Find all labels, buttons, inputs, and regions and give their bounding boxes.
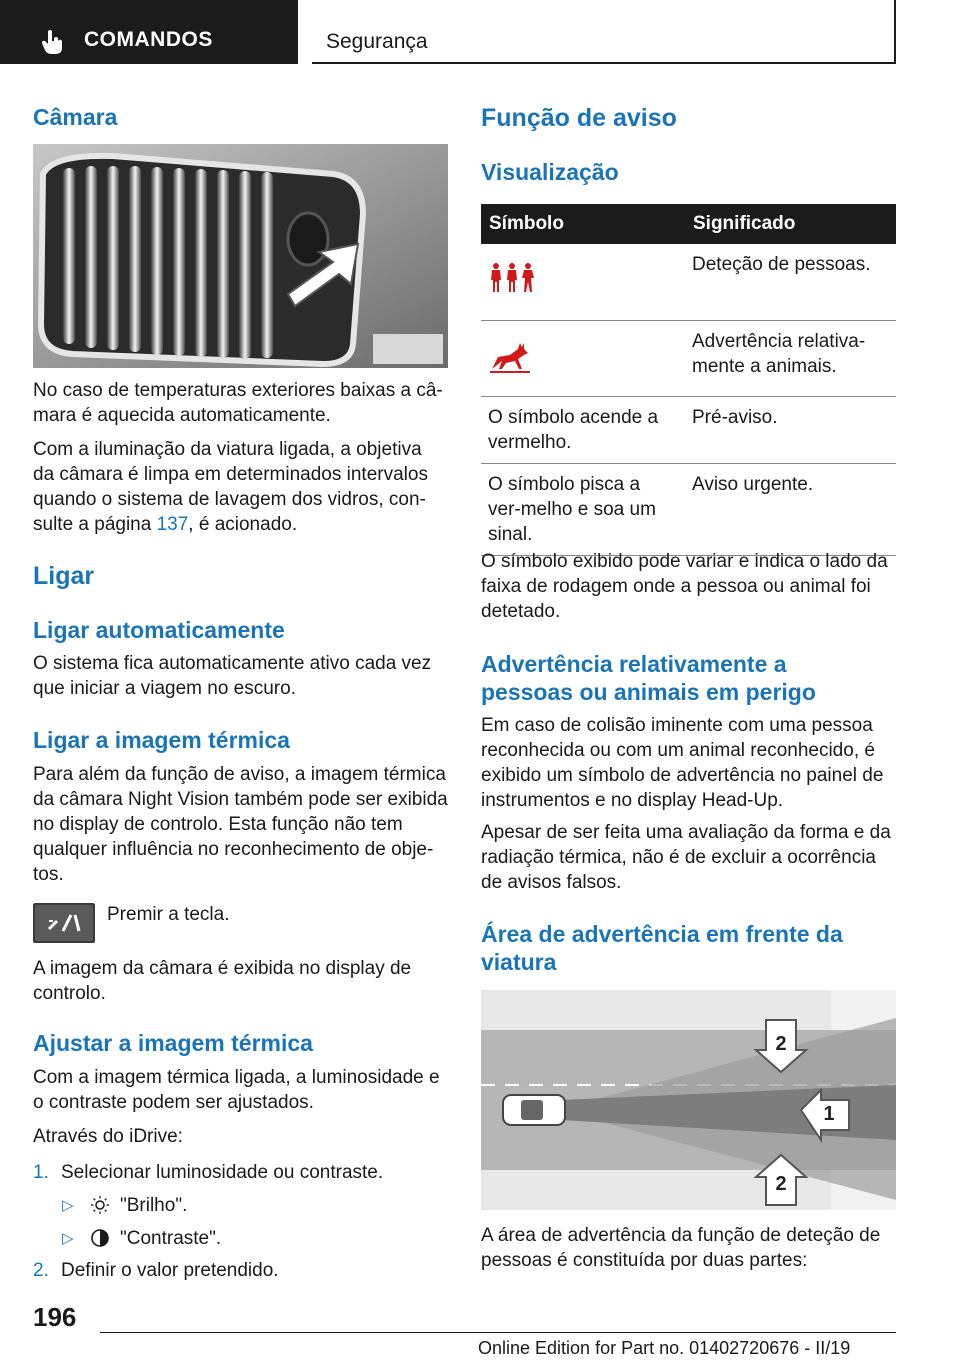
page-link[interactable]: 137 — [156, 514, 189, 535]
ligar-heading: Ligar — [33, 562, 95, 590]
zone-1-label: 1 — [823, 1103, 835, 1125]
sub-item-1-text: "Brilho". — [120, 1195, 188, 1216]
symbol-table — [481, 204, 896, 556]
table-cell-meaning: Aviso urgente. — [685, 463, 896, 555]
table-row — [481, 463, 896, 555]
table-header-symbol: Símbolo — [481, 204, 685, 244]
table-cell-symbol: O símbolo acende a vermelho. — [481, 396, 685, 463]
thermal-heading: Ligar a imagem térmica — [33, 727, 290, 753]
sub-item-2-text: "Contraste". — [120, 1228, 222, 1249]
page-number: 196 — [33, 1302, 77, 1332]
brightness-icon — [90, 1195, 110, 1215]
footer-divider — [100, 1332, 896, 1333]
table-row — [481, 320, 896, 396]
edition-text: Online Edition for Part no. 01402720676 - II/19 — [478, 1338, 851, 1358]
danger-heading: Advertência relativamente a pessoas ou animais em perigo — [481, 651, 816, 705]
section-title: Segurança — [326, 30, 428, 53]
area-paragraph: A área de advertência da função de deteção de pessoas é constituída por duas partes: — [481, 1225, 881, 1271]
step-2-number: 2. — [33, 1260, 49, 1281]
hand-pointer-icon — [40, 28, 66, 56]
symbol-paragraph: O símbolo exibido pode variar e indica o lado da faixa de rodagem onde a pessoa ou animal foi detetado. — [481, 551, 888, 622]
camera-image-paragraph: A imagem da câmara é exibida no display de controlo. — [33, 958, 412, 1004]
night-vision-key-icon — [33, 903, 95, 943]
danger-paragraph-2: Apesar de ser feita uma avaliação da forma e da radiação térmica, não é de excluir a ocorrência de avisos falsos. — [481, 822, 891, 893]
step-2-text: Definir o valor pretendido. — [61, 1260, 279, 1281]
idrive-paragraph: Através do iDrive: — [33, 1126, 183, 1147]
adjust-heading: Ajustar a imagem térmica — [33, 1030, 313, 1056]
table-cell-symbol — [481, 244, 685, 320]
area-heading: Área de advertência em frente da viatura — [481, 921, 843, 975]
table-cell-meaning: Deteção de pessoas. — [685, 244, 896, 320]
table-cell-symbol: O símbolo pisca a ver-melho e soa um sinal. — [481, 463, 685, 555]
table-cell-symbol — [481, 320, 685, 396]
contrast-icon — [90, 1228, 110, 1248]
step-1-number: 1. — [33, 1162, 49, 1183]
display-heading: Visualização — [481, 159, 619, 185]
camera-grille-image — [33, 144, 448, 368]
step-1-text: Selecionar luminosidade ou contraste. — [61, 1162, 384, 1183]
zone-2-label-bottom: 2 — [775, 1173, 787, 1195]
sub-item-2-marker: ▷ — [62, 1230, 74, 1247]
pedestrian-warning-icon — [488, 260, 536, 296]
sub-item-1-marker: ▷ — [62, 1197, 74, 1214]
table-row — [481, 244, 896, 320]
thermal-paragraph: Para além da função de aviso, a imagem térmica da câmara Night Vision também pode ser exibida no display de controlo. Esta função não tem qualquer influência no reconhecimento de obje-tos. — [33, 764, 448, 885]
warning-heading: Função de aviso — [481, 104, 677, 132]
danger-paragraph-1: Em caso de colisão iminente com uma pessoa reconhecida ou com um animal reconhecido, é exibido um símbolo de advertência no painel de instrumentos e no display Head-Up. — [481, 715, 884, 811]
animal-warning-icon — [488, 341, 532, 373]
table-header-meaning: Significado — [685, 204, 896, 244]
adjust-paragraph: Com a imagem térmica ligada, a luminosidade e o contraste podem ser ajustados. — [33, 1067, 440, 1113]
press-key-text: Premir a tecla. — [107, 904, 230, 925]
auto-heading: Ligar automaticamente — [33, 617, 285, 643]
camera-paragraph-1: No caso de temperaturas exteriores baixas a câ-mara é aquecida automaticamente. — [33, 380, 443, 426]
zone-2-label-top: 2 — [775, 1033, 787, 1055]
table-cell-meaning: Pré-aviso. — [685, 396, 896, 463]
camera-paragraph-2: Com a iluminação da viatura ligada, a objetiva da câmara é limpa em determinados intervalos quando o sistema de lavagem dos vidros, con-sulte a página 137, é acionado. — [33, 439, 428, 535]
warning-area-diagram — [481, 990, 896, 1210]
camera-heading: Câmara — [33, 104, 118, 130]
table-row — [481, 396, 896, 463]
chapter-title: COMANDOS — [84, 28, 213, 51]
auto-paragraph: O sistema fica automaticamente ativo cada vez que iniciar a viagem no escuro. — [33, 653, 432, 699]
table-cell-meaning: Advertência relativa-mente a animais. — [685, 320, 896, 396]
